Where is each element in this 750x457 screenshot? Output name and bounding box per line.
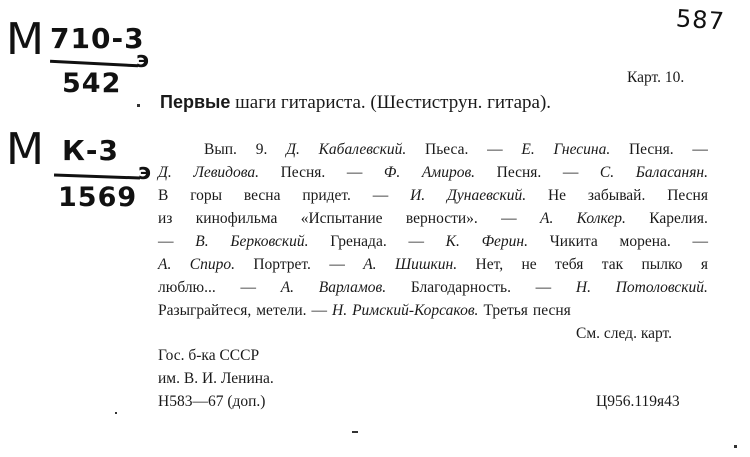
- description-word: —: [692, 141, 708, 158]
- author-name-word: А.: [280, 279, 295, 296]
- author-name-word: В.: [195, 233, 209, 250]
- description-word: —: [692, 233, 708, 250]
- author-name-word: Гнесина.: [553, 141, 611, 158]
- description-word: Третья: [483, 302, 528, 319]
- call-number-1-mark: э: [136, 48, 151, 73]
- author-name-word: Дунаевский.: [447, 187, 527, 204]
- description-word: песня: [532, 302, 571, 319]
- description-line: [158, 253, 708, 276]
- author-name-word: А.: [158, 256, 172, 273]
- description-line: [158, 184, 708, 207]
- author-name-word: Потоловский.: [615, 279, 708, 296]
- call-number-2-fraction-line: [54, 174, 140, 180]
- description-word: —: [329, 256, 345, 273]
- description-word: Нет,: [475, 256, 504, 273]
- description-word: пылко: [641, 256, 683, 273]
- card-number: Карт. 10.: [627, 69, 685, 86]
- description-word: Благодарность.: [410, 279, 511, 296]
- author-name-word: И.: [410, 187, 426, 204]
- description-word: Песня.: [496, 164, 542, 181]
- call-number-2-numerator: К-3: [62, 134, 119, 167]
- author-name-word: Д.: [286, 141, 300, 158]
- author-name-word: Н.: [575, 279, 591, 296]
- description-word: люблю...: [158, 279, 216, 296]
- author-name-word: Римский-Корсаков.: [352, 302, 479, 319]
- order-number: Н583—67 (доп.): [158, 393, 266, 410]
- speck: [734, 445, 737, 448]
- description-word: Песня.: [628, 141, 674, 158]
- author-name-word: Варламов.: [318, 279, 387, 296]
- author-name-word: Левидова.: [193, 164, 260, 181]
- speck: [137, 104, 140, 107]
- author-name-word: Ферин.: [481, 233, 528, 250]
- author-name-word: А.: [363, 256, 377, 273]
- description-word: —: [535, 279, 552, 296]
- description-word: Пьеса.: [425, 141, 469, 158]
- description-word: —: [487, 141, 503, 158]
- call-number-2-denominator: 1569: [58, 182, 138, 213]
- call-number-1-denominator: 542: [62, 68, 122, 99]
- author-name-word: Шишкин.: [394, 256, 458, 273]
- description-word: придет.: [302, 187, 351, 204]
- author-name-word: Е.: [521, 141, 535, 158]
- description-word: Не: [547, 187, 567, 204]
- description-word: Вып.: [204, 141, 237, 158]
- author-name-word: Колкер.: [576, 210, 626, 227]
- description-word: весна: [243, 187, 281, 204]
- description-word: —: [311, 302, 327, 319]
- title-bold-word: Первые: [160, 92, 231, 112]
- description-word: —: [501, 210, 517, 227]
- library-line-1: Гос. б-ка СССР: [158, 347, 260, 364]
- description-line: [158, 276, 708, 299]
- description-line: [158, 161, 708, 184]
- description-word: «Испытание: [300, 210, 383, 227]
- description-word: В: [158, 187, 169, 204]
- call-number-1-letter: М: [6, 14, 45, 65]
- description-word: забывай.: [587, 187, 646, 204]
- description-word: —: [240, 279, 256, 296]
- description-word: Песня: [667, 187, 708, 204]
- title: [160, 92, 551, 114]
- description-word: я: [700, 256, 708, 273]
- description-word: не: [521, 256, 537, 273]
- description-word: горы: [190, 187, 223, 204]
- description-word: —: [346, 164, 363, 181]
- speck: [352, 431, 358, 433]
- description-word: —: [158, 233, 174, 250]
- description-word: метели.: [256, 302, 307, 319]
- description-line: [158, 138, 708, 161]
- see-next-card: См. след. карт.: [576, 325, 673, 342]
- description-word: Карелия.: [649, 210, 708, 227]
- description-word: так: [601, 256, 624, 273]
- contents-description: [158, 138, 708, 322]
- author-name-word: Ф.: [383, 164, 401, 181]
- author-name-word: К.: [445, 233, 460, 250]
- call-number-2-letter: М: [6, 124, 45, 175]
- call-number-1-numerator: 710-3: [50, 22, 145, 55]
- classification-code: Ц956.119я43: [596, 393, 680, 410]
- author-name-word: Амиров.: [421, 164, 476, 181]
- description-word: верности».: [405, 210, 478, 227]
- author-name-word: Спиро.: [189, 256, 235, 273]
- description-word: кинофильма: [195, 210, 278, 227]
- description-line: [158, 299, 708, 322]
- author-name-word: Н.: [332, 302, 348, 319]
- description-word: —: [562, 164, 579, 181]
- description-word: Песня.: [280, 164, 326, 181]
- author-name-word: С.: [599, 164, 615, 181]
- description-word: Гренада.: [330, 233, 387, 250]
- speck: [115, 412, 117, 414]
- description-line: [158, 230, 708, 253]
- call-number-2-mark: э: [138, 160, 153, 185]
- library-line-2: им. В. И. Ленина.: [158, 370, 274, 387]
- description-word: 9.: [255, 141, 268, 158]
- author-name-word: А.: [539, 210, 554, 227]
- description-word: из: [158, 210, 173, 227]
- author-name-word: Кабалевский.: [318, 141, 407, 158]
- description-word: —: [372, 187, 389, 204]
- author-name-word: Д.: [158, 164, 172, 181]
- title-rest: шаги гитариста. (Шестиструн. гитара).: [230, 92, 552, 113]
- description-word: —: [408, 233, 424, 250]
- description-word: Разыграйтеся,: [158, 302, 252, 319]
- description-word: морена.: [619, 233, 671, 250]
- description-word: Портрет.: [253, 256, 311, 273]
- description-word: Чикита: [549, 233, 598, 250]
- description-line: [158, 207, 708, 230]
- handwritten-corner-number: 587: [675, 4, 726, 36]
- description-word: тебя: [555, 256, 584, 273]
- author-name-word: Берковский.: [230, 233, 309, 250]
- call-number-1-fraction-line: [50, 60, 138, 68]
- author-name-word: Баласанян.: [635, 164, 708, 181]
